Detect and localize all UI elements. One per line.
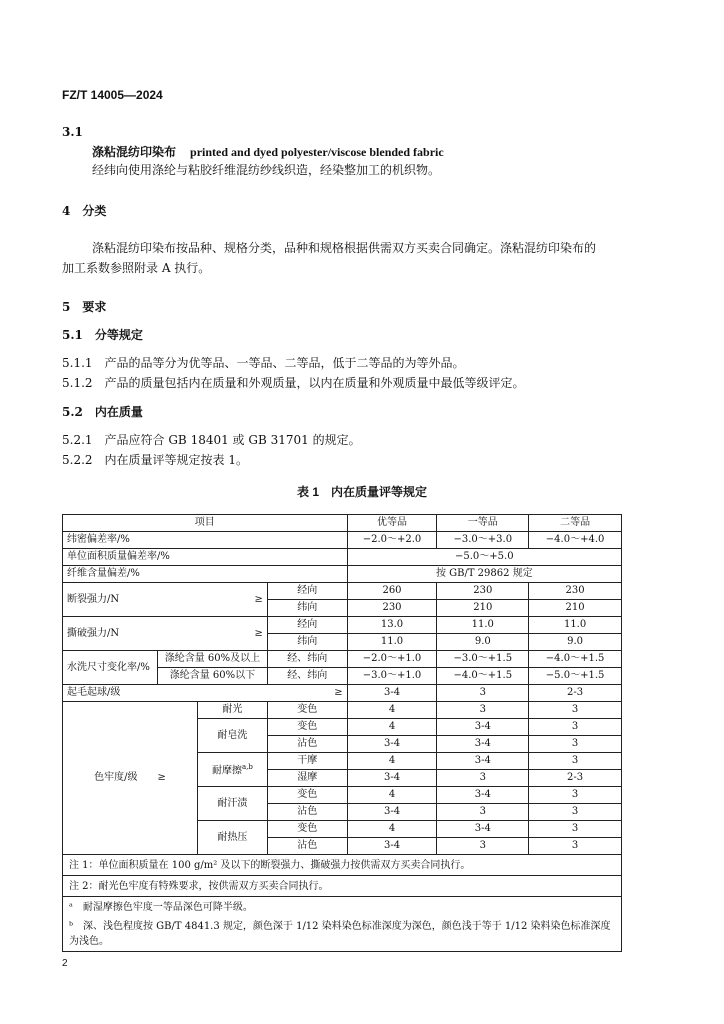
cell: 4 bbox=[347, 702, 437, 719]
cell: 210 bbox=[437, 600, 529, 617]
cell: 3-4 bbox=[437, 736, 529, 753]
cell: 230 bbox=[529, 583, 622, 600]
cell: 变色 bbox=[267, 821, 347, 838]
tear-label: 撕破强力/N bbox=[67, 627, 120, 639]
cell: 11.0 bbox=[347, 634, 437, 651]
table-footnote: ᵇ 深、浅色程度按 GB/T 4841.3 规定，颜色深于 1/12 染料染色标准深度为深色，颜色浅于等于 1/12 染料染色标准深度为浅色。 bbox=[63, 917, 622, 952]
cell: 3 bbox=[437, 685, 529, 702]
cell: 变色 bbox=[267, 719, 347, 736]
section-4-para-line1: 涤粘混纺印染布按品种、规格分类，品种和规格根据供需双方买卖合同确定。涤粘混纺印染布的 bbox=[92, 241, 597, 255]
cell: 3-4 bbox=[347, 685, 437, 702]
cell: 3 bbox=[437, 804, 529, 821]
cell: 变色 bbox=[267, 787, 347, 804]
cell: 3-4 bbox=[437, 719, 529, 736]
cell: 经、纬向 bbox=[267, 668, 347, 685]
row-label bbox=[63, 583, 268, 617]
rub-sup: a,b bbox=[241, 763, 253, 772]
cell: −5.0～+5.0 bbox=[347, 549, 621, 566]
cell: 9.0 bbox=[437, 634, 529, 651]
cell: 3-4 bbox=[347, 838, 437, 855]
cf-name: 耐热压 bbox=[197, 821, 267, 855]
header-first: 一等品 bbox=[437, 515, 529, 532]
rub-name: 耐摩擦 bbox=[211, 765, 242, 777]
ge-symbol: ≥ bbox=[334, 687, 343, 698]
clause-3-1-definition: 经纬向使用涤纶与粘胶纤维混纺纱线织造，经染整加工的机织物。 bbox=[92, 163, 441, 177]
ge-symbol: ≥ bbox=[157, 772, 166, 783]
cell: −2.0～+2.0 bbox=[347, 532, 437, 549]
cell: 干摩 bbox=[267, 753, 347, 770]
cell: 3 bbox=[529, 787, 622, 804]
row-label bbox=[63, 702, 198, 855]
cell: 9.0 bbox=[529, 634, 622, 651]
cf-label: 色牢度/级 bbox=[94, 772, 138, 783]
cell: −5.0～+1.5 bbox=[529, 668, 622, 685]
clause-5-2-1: 5.2.1 产品应符合 GB 18401 或 GB 31701 的规定。 bbox=[62, 433, 361, 447]
table-row bbox=[63, 685, 622, 702]
clause-3-1-number: 3.1 bbox=[62, 125, 83, 139]
cell: 沾色 bbox=[267, 804, 347, 821]
cell: 3 bbox=[529, 719, 622, 736]
cell: 2-3 bbox=[529, 770, 622, 787]
cell: 3-4 bbox=[347, 770, 437, 787]
cell: 3 bbox=[529, 702, 622, 719]
cell: −3.0～+1.0 bbox=[347, 668, 437, 685]
cell: 4 bbox=[347, 821, 437, 838]
table-note: 注 1：单位面积质量在 100 g/m² 及以下的断裂强力、撕破强力按供需双方买卖合同执行。 bbox=[63, 855, 622, 876]
row-label: 纬密偏差率/% bbox=[63, 532, 348, 549]
cell: 3 bbox=[529, 838, 622, 855]
cell: 230 bbox=[437, 583, 529, 600]
table-row bbox=[63, 702, 622, 719]
cell: −4.0～+4.0 bbox=[529, 532, 622, 549]
cell: 3 bbox=[437, 770, 529, 787]
cf-name: 耐光 bbox=[197, 702, 267, 719]
table-row bbox=[63, 651, 622, 668]
row-label bbox=[63, 685, 348, 702]
cell: 经向 bbox=[267, 617, 347, 634]
header-item: 项目 bbox=[63, 515, 348, 532]
clause-5-1-heading: 5.1 分等规定 bbox=[62, 328, 143, 342]
break-label: 断裂强力/N bbox=[67, 593, 120, 605]
cell: 纬向 bbox=[267, 634, 347, 651]
clause-5-1-2: 5.1.2 产品的质量包括内在质量和外观质量，以内在质量和外观质量中最低等级评定。 bbox=[62, 376, 525, 390]
section-5-heading: 5 要求 bbox=[62, 300, 107, 314]
cf-name bbox=[197, 753, 267, 787]
section-4-para-line2: 加工系数参照附录 A 执行。 bbox=[62, 261, 211, 275]
table-note-row bbox=[63, 917, 622, 952]
pill-label: 起毛起球/级 bbox=[67, 687, 121, 698]
cell: 涤纶含量 60%及以上 bbox=[157, 651, 267, 668]
ge-symbol: ≥ bbox=[254, 627, 263, 639]
cell: 230 bbox=[347, 600, 437, 617]
cell: 变色 bbox=[267, 702, 347, 719]
table-note-row bbox=[63, 897, 622, 918]
cell: 11.0 bbox=[529, 617, 622, 634]
table-note-row bbox=[63, 876, 622, 897]
cell: 11.0 bbox=[437, 617, 529, 634]
cell: 210 bbox=[529, 600, 622, 617]
cell: 3-4 bbox=[347, 804, 437, 821]
table-footnote: ᵃ 耐湿摩擦色牢度一等品深色可降半级。 bbox=[63, 897, 622, 918]
row-label: 水洗尺寸变化率/% bbox=[63, 651, 158, 685]
page-number: 2 bbox=[62, 958, 68, 969]
clause-3-1-term bbox=[92, 142, 444, 162]
table-row bbox=[63, 566, 622, 583]
cell: 湿摩 bbox=[267, 770, 347, 787]
cell: −4.0～+1.5 bbox=[437, 668, 529, 685]
cell: 按 GB/T 29862 规定 bbox=[347, 566, 621, 583]
cell: 纬向 bbox=[267, 600, 347, 617]
clause-5-2-heading: 5.2 内在质量 bbox=[62, 405, 143, 419]
cell: 4 bbox=[347, 787, 437, 804]
quality-grading-table bbox=[62, 514, 622, 952]
table-row bbox=[63, 549, 622, 566]
cell: 沾色 bbox=[267, 838, 347, 855]
table-row bbox=[63, 532, 622, 549]
cell: 3-4 bbox=[437, 821, 529, 838]
term-en: printed and dyed polyester/viscose blended fabric bbox=[190, 145, 444, 159]
table-note: 注 2：耐光色牢度有特殊要求，按供需双方买卖合同执行。 bbox=[63, 876, 622, 897]
cell: 3 bbox=[529, 753, 622, 770]
clause-5-1-1: 5.1.1 产品的品等分为优等品、一等品、二等品，低于二等品的为等外品。 bbox=[62, 356, 465, 370]
table-row bbox=[63, 583, 622, 600]
cell: 涤纶含量 60%以下 bbox=[157, 668, 267, 685]
cf-name: 耐皂洗 bbox=[197, 719, 267, 753]
cell: 经向 bbox=[267, 583, 347, 600]
cell: 经、纬向 bbox=[267, 651, 347, 668]
table-row bbox=[63, 617, 622, 634]
header-second: 二等品 bbox=[529, 515, 622, 532]
cf-name: 耐汗渍 bbox=[197, 787, 267, 821]
cell: 2-3 bbox=[529, 685, 622, 702]
term-zh: 涤粘混纺印染布 bbox=[92, 145, 177, 159]
standard-number-header: FZ/T 14005—2024 bbox=[62, 88, 163, 102]
cell: 3 bbox=[529, 821, 622, 838]
cell: 3 bbox=[437, 838, 529, 855]
table-note-row bbox=[63, 855, 622, 876]
cell: 3-4 bbox=[437, 753, 529, 770]
cell: 4 bbox=[347, 753, 437, 770]
cell: 3 bbox=[529, 736, 622, 753]
cell: −3.0～+1.5 bbox=[437, 651, 529, 668]
cell: −3.0～+3.0 bbox=[437, 532, 529, 549]
cell: 沾色 bbox=[267, 736, 347, 753]
header-superior: 优等品 bbox=[347, 515, 437, 532]
cell: 3-4 bbox=[437, 787, 529, 804]
row-label: 单位面积质量偏差率/% bbox=[63, 549, 348, 566]
section-4-heading: 4 分类 bbox=[62, 204, 107, 218]
cell: 3 bbox=[529, 804, 622, 821]
cell: −2.0～+1.0 bbox=[347, 651, 437, 668]
cell: 3-4 bbox=[347, 736, 437, 753]
cell: 4 bbox=[347, 719, 437, 736]
cell: 13.0 bbox=[347, 617, 437, 634]
table-caption: 表 1 内在质量评等规定 bbox=[296, 485, 427, 499]
table-header-row bbox=[63, 515, 622, 532]
row-label: 纤维含量偏差/% bbox=[63, 566, 348, 583]
cell: 260 bbox=[347, 583, 437, 600]
row-label bbox=[63, 617, 268, 651]
cell: 3 bbox=[437, 702, 529, 719]
clause-5-2-2: 5.2.2 内在质量评等规定按表 1。 bbox=[62, 453, 248, 467]
ge-symbol: ≥ bbox=[254, 593, 263, 605]
cell: −4.0～+1.5 bbox=[529, 651, 622, 668]
